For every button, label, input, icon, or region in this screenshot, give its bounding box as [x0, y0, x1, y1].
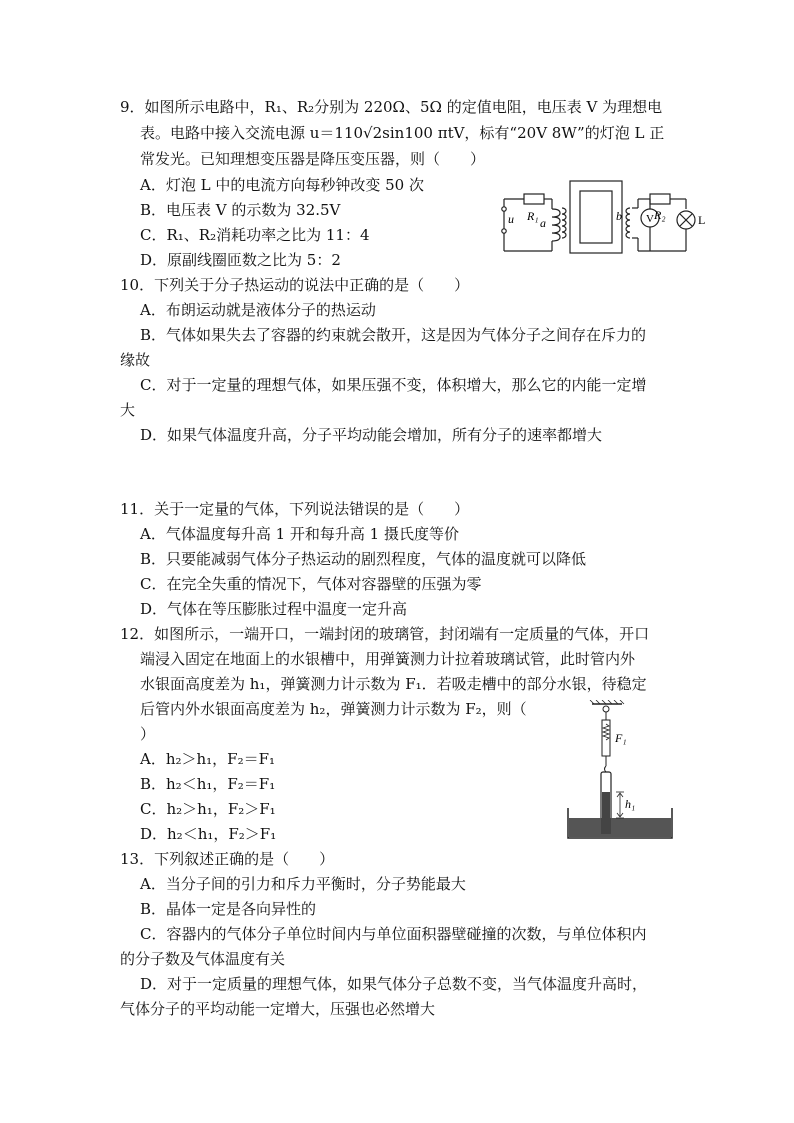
q12-stem-line-5: ）: [140, 725, 156, 743]
q9-label-v: V: [646, 213, 654, 225]
q12-stem-line-1: 12．如图所示，一端开口，一端封闭的玻璃管，封闭端有一定质量的气体，开口: [120, 625, 650, 643]
q10-stem: 10．下列关于分子热运动的说法中正确的是（ ）: [120, 276, 470, 294]
q12-label-h1: h₁: [625, 797, 636, 811]
q12-option-a: A．h₂＞h₁，F₂＝F₁: [140, 750, 276, 768]
q9-stem-line-1: 9．如图所示电路中，R₁、R₂分别为 220Ω、5Ω 的定值电阻，电压表 V 为理想电: [120, 98, 663, 116]
q11-option-b: B．只要能减弱气体分子热运动的剧烈程度，气体的温度就可以降低: [140, 550, 587, 568]
q12-option-b: B．h₂＜h₁，F₂＝F₁: [140, 775, 276, 793]
q11-option-c: C．在完全失重的情况下，气体对容器壁的压强为零: [140, 575, 482, 593]
q13-option-c-line-1: C．容器内的气体分子单位时间内与单位面积器壁碰撞的次数，与单位体积内: [140, 925, 647, 943]
q13-option-b: B．晶体一定是各向异性的: [140, 900, 317, 918]
q10-option-b-line-2: 缘故: [120, 351, 151, 369]
q12-stem-line-2: 端浸入固定在地面上的水银槽中，用弹簧测力计拉着玻璃试管，此时管内外: [140, 650, 636, 668]
q13-option-d-line-2: 气体分子的平均动能一定增大，压强也必然增大: [120, 1000, 436, 1018]
q12-option-d: D．h₂＜h₁，F₂＞F₁: [140, 825, 277, 843]
q9-label-r2: R₂: [654, 208, 666, 222]
q12-spring-scale-tube-figure: [560, 700, 680, 842]
q12-label-f1: F₁: [615, 731, 627, 745]
q11-option-a: A．气体温度每升高 1 开和每升高 1 摄氏度等价: [140, 525, 459, 543]
q9-label-u: u: [508, 212, 514, 226]
q9-option-c: C．R₁、R₂消耗功率之比为 11：4: [140, 226, 370, 244]
q10-option-c-line-1: C．对于一定量的理想气体，如果压强不变，体积增大，那么它的内能一定增: [140, 376, 647, 394]
q12-stem-line-4: 后管内外水银面高度差为 h₂，弹簧测力计示数为 F₂，则（: [140, 700, 527, 718]
q9-stem-line-2: 表。电路中接入交流电源 u＝110√2sin100 πtV，标有“20V 8W”的灯泡 L 正: [140, 124, 665, 142]
q13-option-d-line-1: D．对于一定质量的理想气体，如果气体分子总数不变，当气体温度升高时，: [140, 975, 648, 993]
q9-option-a: A．灯泡 L 中的电流方向每秒钟改变 50 次: [140, 176, 424, 194]
q10-option-c-line-2: 大: [120, 401, 136, 419]
q13-option-a: A．当分子间的引力和斥力平衡时，分子势能最大: [140, 875, 466, 893]
q10-option-a: A．布朗运动就是液体分子的热运动: [140, 301, 376, 319]
q12-option-c: C．h₂＞h₁，F₂＞F₁: [140, 800, 276, 818]
q13-stem: 13．下列叙述正确的是（ ）: [120, 850, 335, 868]
q9-option-b: B．电压表 V 的示数为 32.5V: [140, 201, 341, 219]
q11-option-d: D．气体在等压膨胀过程中温度一定升高: [140, 600, 408, 618]
q11-stem: 11．关于一定量的气体，下列说法错误的是（ ）: [120, 500, 470, 518]
q9-transformer-circuit-figure: [492, 175, 712, 263]
q10-option-d: D．如果气体温度升高，分子平均动能会增加，所有分子的速率都增大: [140, 426, 603, 444]
q9-label-r1: R₁: [527, 209, 539, 223]
q9-stem-line-3: 常发光。已知理想变压器是降压变压器，则（ ）: [140, 150, 486, 168]
q13-option-c-line-2: 的分子数及气体温度有关: [120, 950, 286, 968]
q9-label-b: b: [616, 209, 622, 223]
q9-label-a: a: [540, 216, 546, 230]
q9-label-lamp: L: [698, 213, 706, 227]
q9-option-d: D．原副线圈匝数之比为 5：2: [140, 251, 341, 269]
q12-stem-line-3: 水银面高度差为 h₁，弹簧测力计示数为 F₁．若吸走槽中的部分水银，待稳定: [140, 675, 647, 693]
q10-option-b-line-1: B．气体如果失去了容器的约束就会散开，这是因为气体分子之间存在斥力的: [140, 326, 647, 344]
